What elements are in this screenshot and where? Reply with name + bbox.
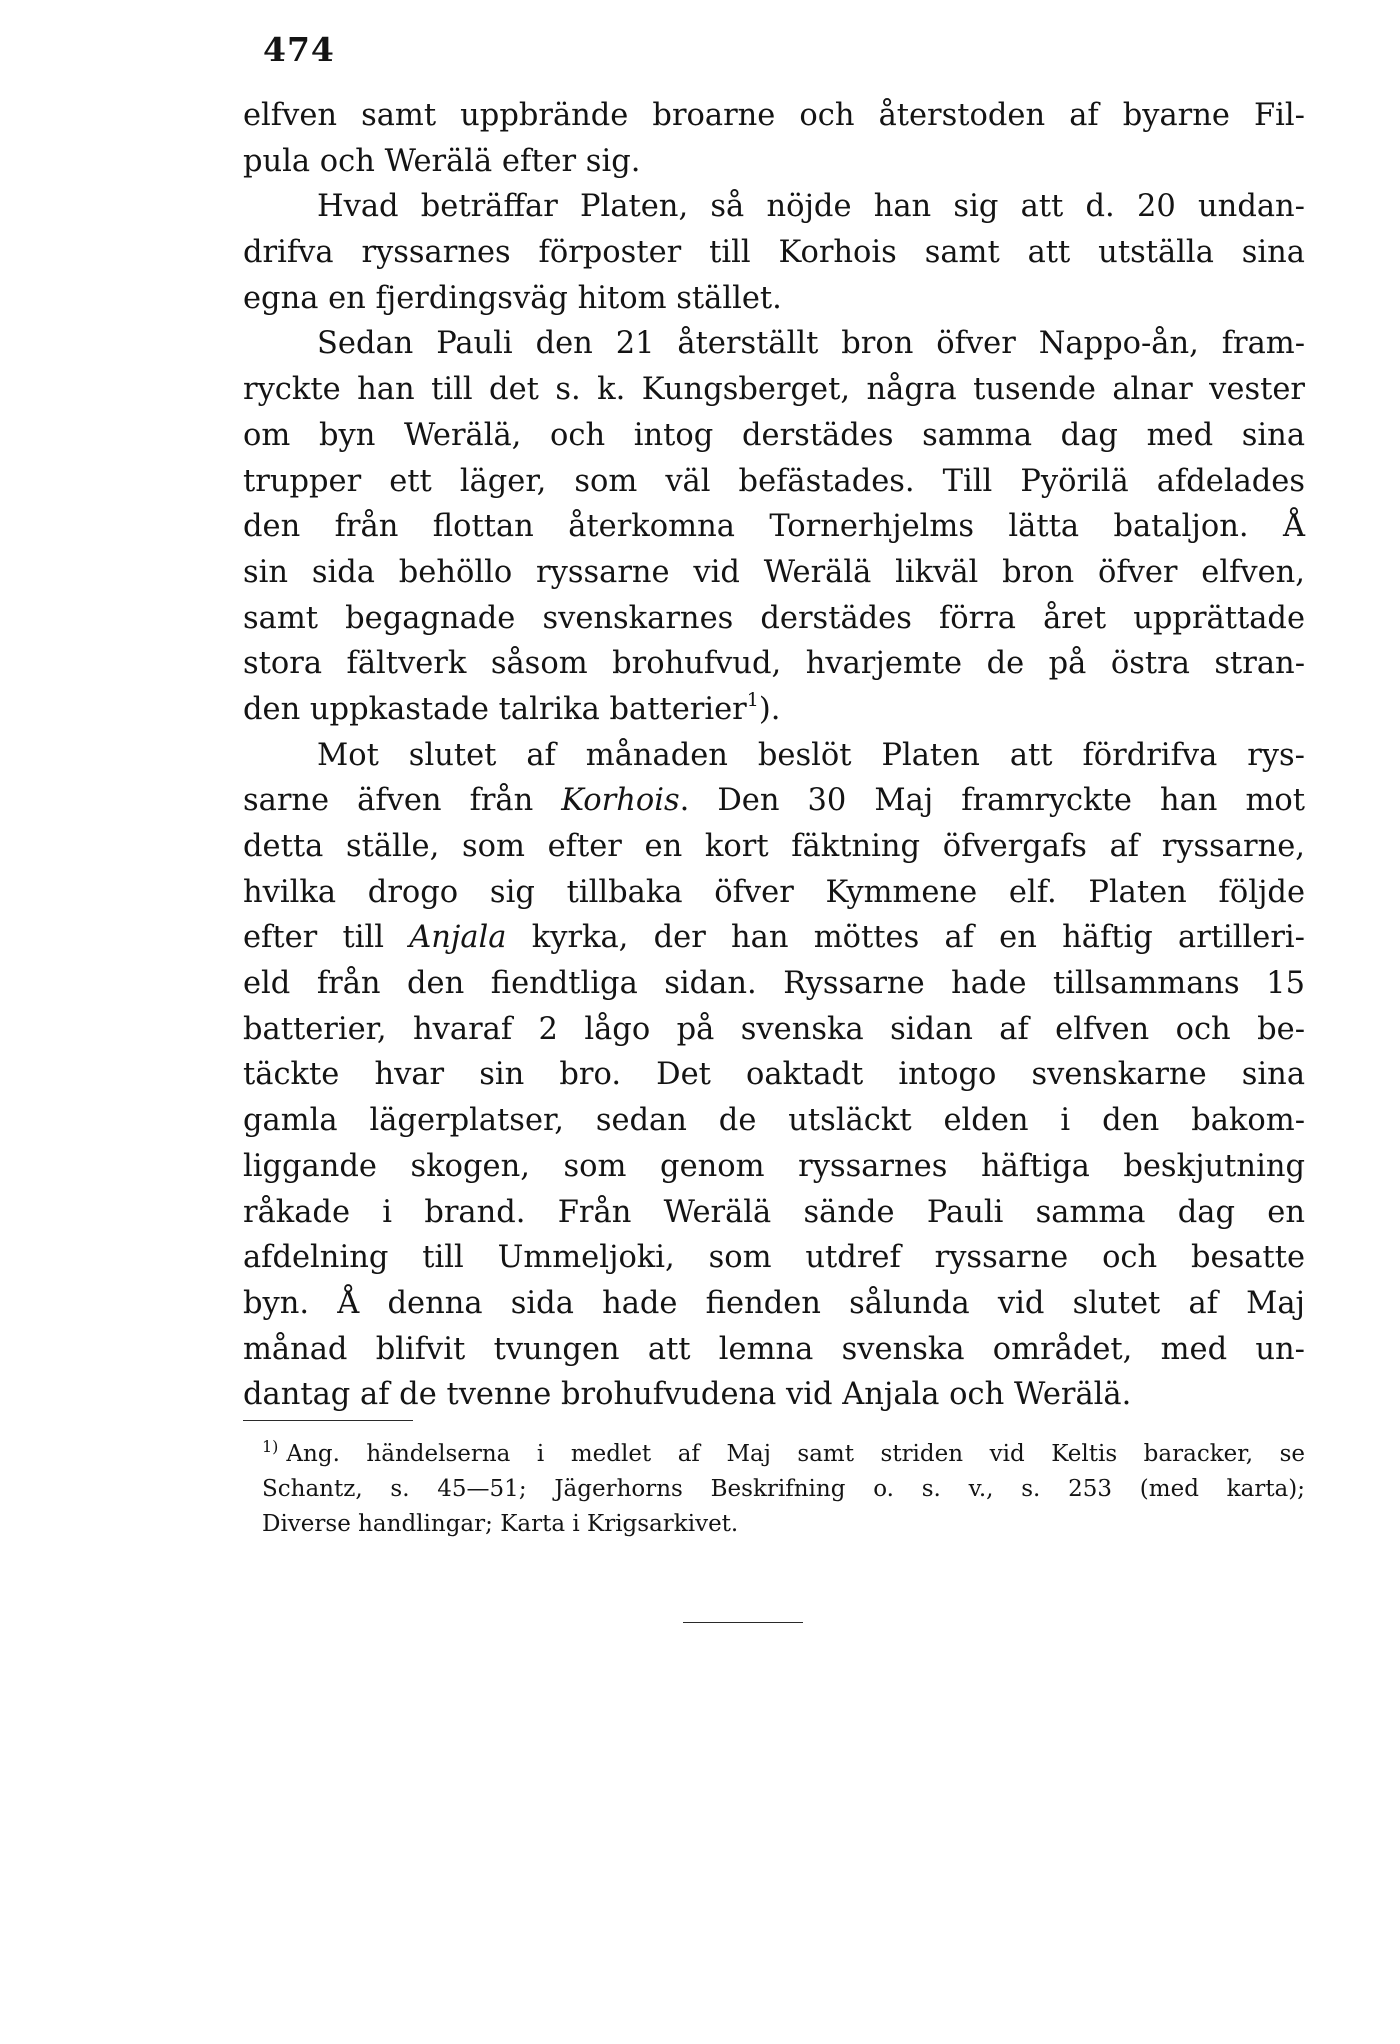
- text-segment: . Den 30 Maj framryckte han mot: [679, 783, 1305, 819]
- text-line: drifva ryssarnes förposter till Korhois samt att utställa sina: [243, 235, 1305, 271]
- text-line: trupper ett läger, som väl befästades. Till Pyörilä afdelades: [243, 463, 1305, 499]
- text-line: Hvad beträffar Platen, så nöjde han sig att d. 20 undan-: [317, 189, 1305, 225]
- footnote-reference: 1: [746, 688, 759, 711]
- text-segment: den uppkastade talrika batterier: [243, 691, 747, 727]
- text-line: sin sida behöllo ryssarne vid Werälä likväl bron öfver elfven,: [243, 554, 1305, 590]
- text-line: täckte hvar sin bro. Det oaktadt intogo svenskarne sina: [243, 1057, 1305, 1093]
- footnote-line: [262, 1437, 1305, 1472]
- text-line: hvilka drogo sig tillbaka öfver Kymmene elf. Platen följde: [243, 874, 1305, 910]
- italic-place-name: Anjala: [409, 920, 507, 956]
- text-line: liggande skogen, som genom ryssarnes häftiga beskjutning: [243, 1148, 1305, 1184]
- text-line: Sedan Pauli den 21 återställt bron öfver Nappo-ån, fram-: [317, 326, 1305, 362]
- text-line: pula och Werälä efter sig.: [243, 143, 641, 179]
- text-line: elfven samt uppbrände broarne och återstoden af byarne Fil-: [243, 98, 1305, 133]
- footnote-line: Schantz, s. 45—51; Jägerhorns Beskrifning o. s. v., s. 253 (med karta);: [262, 1476, 1305, 1502]
- text-line: afdelning till Ummeljoki, som utdref ryssarne och besatte: [243, 1240, 1305, 1276]
- text-line: dantag af de tvenne brohufvudena vid Anjala och Werälä.: [243, 1377, 1132, 1413]
- text-line: samt begagnade svenskarnes derstädes förra året upprättade: [243, 600, 1305, 636]
- text-segment: sarne äfven från: [243, 783, 562, 819]
- page-number: 474: [263, 30, 335, 69]
- text-line: om byn Werälä, och intog derstädes samma dag med sina: [243, 417, 1305, 453]
- text-line: egna en fjerdingsväg hitom stället.: [243, 280, 782, 316]
- footnotes: [262, 1437, 1305, 1542]
- text-line: den från flottan återkomna Tornerhjelms lätta bataljon. Å: [243, 509, 1305, 545]
- text-line: [243, 915, 1305, 961]
- footnote-text: Ang. händelserna i medlet af Maj samt striden vid Keltis baracker, se: [286, 1441, 1305, 1467]
- text-line: [243, 687, 1305, 733]
- end-divider: [683, 1622, 803, 1623]
- italic-place-name: Korhois: [561, 783, 680, 819]
- text-line: ryckte han till det s. k. Kungsberget, några tusende alnar vester: [243, 372, 1305, 408]
- text-line: Mot slutet af månaden beslöt Platen att fördrifva rys-: [317, 737, 1305, 773]
- text-line: gamla lägerplatser, sedan de utsläckt elden i den bakom-: [243, 1103, 1305, 1139]
- text-line: [243, 778, 1305, 824]
- text-segment: kyrka, der han möttes af en häftig artilleri-: [506, 920, 1305, 956]
- text-segment: efter till: [243, 920, 410, 956]
- text-line: detta ställe, som efter en kort fäktning öfvergafs af ryssarne,: [243, 829, 1305, 864]
- text-line: byn. Å denna sida hade fienden sålunda vid slutet af Maj: [243, 1285, 1305, 1321]
- text-line: eld från den fiendtliga sidan. Ryssarne hade tillsammans 15: [243, 966, 1305, 1002]
- body-text: [243, 93, 1305, 1418]
- footnote-line: Diverse handlingar; Karta i Krigsarkivet.: [262, 1511, 739, 1537]
- footnote-marker: 1): [262, 1437, 279, 1456]
- text-line: månad blifvit tvungen att lemna svenska området, med un-: [243, 1331, 1305, 1367]
- text-line: råkade i brand. Från Werälä sände Pauli samma dag en: [243, 1194, 1305, 1230]
- text-line: stora fältverk såsom brohufvud, hvarjemte de på östra stran-: [243, 646, 1305, 682]
- text-line: batterier, hvaraf 2 lågo på svenska sidan af elfven och be-: [243, 1011, 1305, 1047]
- text-segment: ).: [758, 691, 781, 727]
- footnote-divider: [243, 1420, 413, 1421]
